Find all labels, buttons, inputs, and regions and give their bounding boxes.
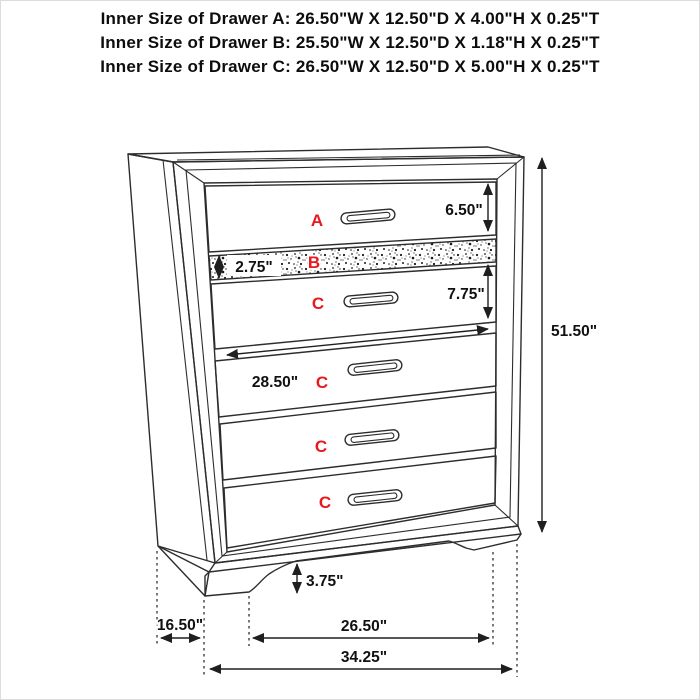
dim-drawer-b-height-value: 2.75"	[235, 259, 273, 276]
extension-lines	[157, 544, 517, 677]
drawer-c2-handle-icon	[348, 359, 403, 376]
drawer-c1-handle-icon	[344, 292, 399, 308]
dimension-foot-height	[297, 564, 344, 593]
dim-feet-span-value: 26.50"	[340, 618, 388, 635]
spec-line-drawer-b: Inner Size of Drawer B: 25.50"W X 12.50"D X 1.18"H X 0.25"T	[100, 33, 600, 52]
dim-drawer-a-height-value: 6.50"	[445, 202, 483, 219]
dimension-drawer-c-height	[447, 265, 488, 318]
drawer-a-handle-icon	[341, 209, 396, 225]
side-panel	[128, 154, 215, 563]
dimension-drawer-a-height	[445, 184, 488, 231]
spec-line-drawer-c: Inner Size of Drawer C: 26.50"W X 12.50"D X 5.00"H X 0.25"T	[100, 57, 600, 76]
dim-drawer-width-arrow	[227, 329, 488, 355]
dimension-overall-height	[542, 158, 597, 532]
dim-base-depth-value: 16.50"	[156, 617, 204, 634]
drawer-c1-label: C	[311, 294, 325, 313]
dimension-base-depth	[157, 617, 203, 638]
side-panel-stile-line	[163, 160, 207, 560]
dim-overall-height-value: 51.50"	[551, 323, 598, 340]
drawer-c2-label: C	[315, 373, 329, 392]
dim-foot-height-value: 3.75"	[306, 573, 344, 590]
dim-overall-width-value: 34.25"	[340, 649, 388, 666]
drawer-b-label: B	[307, 253, 321, 272]
dimension-drawer-b-height	[219, 255, 281, 278]
dim-drawer-c-height-value: 7.75"	[447, 286, 485, 303]
dimension-overall-width	[210, 649, 512, 669]
drawer-c4-label: C	[318, 493, 332, 512]
drawer-c4-handle-icon	[348, 489, 403, 506]
base-molding	[209, 526, 521, 572]
drawer-c3-handle-icon	[345, 429, 400, 446]
drawer-a-label: A	[310, 211, 324, 230]
dimension-feet-span	[253, 618, 489, 638]
dim-drawer-width-value: 28.50"	[251, 374, 299, 391]
drawer-c1-front	[211, 266, 496, 349]
spec-line-drawer-a: Inner Size of Drawer A: 26.50"W X 12.50"D X 4.00"H X 0.25"T	[100, 9, 600, 28]
drawer-c3-label: C	[314, 437, 328, 456]
